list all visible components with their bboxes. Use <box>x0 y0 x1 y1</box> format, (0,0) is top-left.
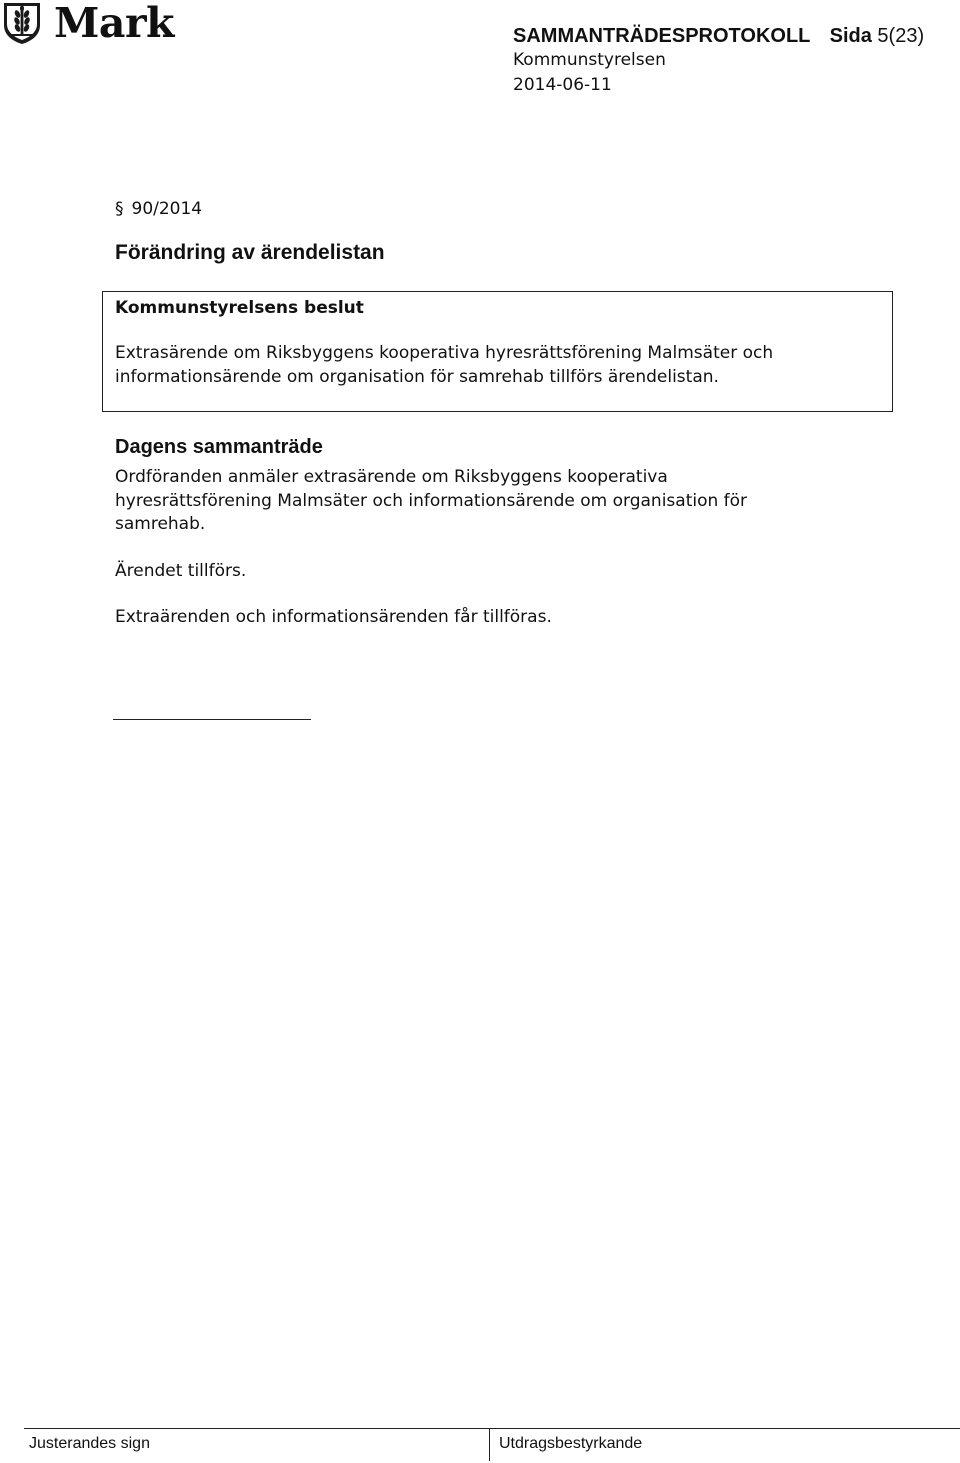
meeting-section <box>115 434 915 630</box>
body-name: Kommunstyrelsen <box>513 50 666 70</box>
section-symbol: § <box>115 199 124 219</box>
document-header <box>513 24 953 98</box>
adjuster-signature-label: Justerandes sign <box>29 1435 150 1452</box>
meeting-title: Dagens sammanträde <box>115 436 323 458</box>
page-label: Sida <box>829 25 872 47</box>
page-number: 5(23) <box>877 25 925 47</box>
case-header <box>115 196 915 266</box>
decision-line: Extrasärende om Riksbyggens kooperativa hyresrättsförening Malmsäter och <box>115 343 774 363</box>
paragraph-line: hyresrättsförening Malmsäter och informationsärende om organisation för <box>115 490 748 511</box>
extract-certification-label: Utdragsbestyrkande <box>499 1435 643 1452</box>
meeting-date: 2014-06-11 <box>513 75 612 95</box>
decision-title: Kommunstyrelsens beslut <box>115 298 364 318</box>
municipality-logo <box>2 0 174 46</box>
case-number-line <box>115 196 915 222</box>
page-footer <box>24 1428 960 1463</box>
decision-box <box>102 291 893 412</box>
decision-line: informationsärende om organisation för samrehab tillförs ärendelistan. <box>115 366 719 387</box>
footer-divider <box>489 1428 490 1461</box>
paragraph-line: Ordföranden anmäler extrasärende om Riksbyggens kooperativa <box>115 467 668 487</box>
decision-text <box>115 342 885 389</box>
meeting-paragraph <box>115 466 915 537</box>
logo-wordmark: Mark <box>54 0 174 47</box>
municipal-coat-of-arms-icon <box>2 1 42 45</box>
signature-divider <box>113 719 311 720</box>
footer-rule <box>24 1428 960 1429</box>
meeting-statement: Ärendet tillförs. <box>115 560 247 581</box>
case-number: 90/2014 <box>131 199 203 219</box>
case-title: Förändring av ärendelistan <box>115 241 385 264</box>
document-type: SAMMANTRÄDESPROTOKOLL <box>513 25 811 47</box>
paragraph-line: samrehab. <box>115 514 206 534</box>
meeting-conclusion: Extraärenden och informationsärenden får tillföras. <box>115 607 552 627</box>
document-title-line <box>513 24 953 48</box>
